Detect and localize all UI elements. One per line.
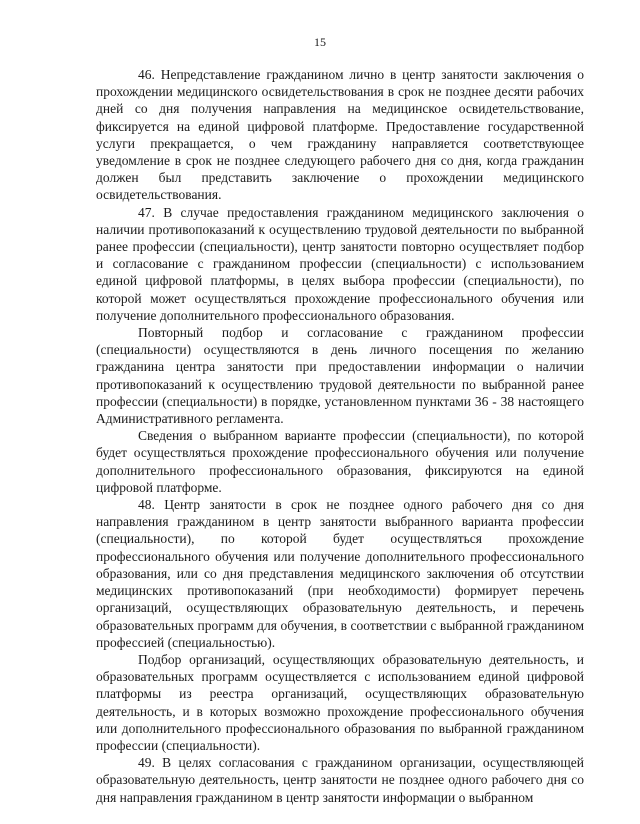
document-body bbox=[96, 66, 584, 806]
paragraph-repeat-selection: Повторный подбор и согласование с гражданином профессии (специальности) осуществляются в день личного посещения по желанию гражданина центра занятости при предоставлении информации о наличии противопоказаний к осуществлению трудовой деятельности по выбранной ранее профессии (специальности) в порядке, установленном пунктами 36 - 38 настоящего Административного регламента. bbox=[96, 325, 584, 427]
paragraph-46: 46. Непредставление гражданином лично в центр занятости заключения о прохождении медицинского освидетельствования в срок не позднее десяти рабочих дней со дня получения направления на медицинское освидетельствование, фиксируется на единой цифровой платформе. Предоставление государственной услуги прекращается, о чем гражданину направляется соответствующее уведомление в срок не позднее следующего рабочего дня со дня, когда гражданин должен был представить заключение о прохождении медицинского освидетельствования. bbox=[96, 67, 584, 203]
paragraph-organization-selection: Подбор организаций, осуществляющих образовательную деятельность, и образовательных программ осуществляется с использованием единой цифровой платформы из реестра организаций, осуществляющих образовательную деятельность, и в которых возможно прохождение профессионального обучения или дополнительного профессионального образования по выбранной гражданином профессии (специальности). bbox=[96, 651, 584, 753]
paragraph-47: 47. В случае предоставления гражданином медицинского заключения о наличии противопоказаний к осуществлению трудовой деятельности по выбранной ранее профессии (специальности), центр занятости повторно осуществляет подбор и согласование с гражданином профессии (специальности) с использованием единой цифровой платформы, в целях выбора профессии (специальности), по которой может осуществляться прохождение профессионального обучения или получение дополнительного профессионального образования. bbox=[96, 204, 584, 323]
paragraph-49: 49. В целях согласования с гражданином организации, осуществляющей образовательную деятельность, центр занятости не позднее одного рабочего дня со дня направления гражданином в центр занятости информации о выбранном bbox=[96, 755, 584, 805]
paragraph-selected-variant: Сведения о выбранном варианте профессии (специальности), по которой будет осуществляться прохождение профессионального обучения или получение дополнительного профессионального образования, фиксируются на единой цифровой платформе. bbox=[96, 428, 584, 495]
page-number: 15 bbox=[314, 35, 326, 49]
paragraph-48: 48. Центр занятости в срок не позднее одного рабочего дня со дня направления гражданином в центр занятости выбранного варианта профессии (специальности), по которой будет осуществляться прохождение профессионального обучения или получение дополнительного профессионального образования, или со дня представления медицинского заключения об отсутствии медицинских противопоказаний (при необходимости) формирует перечень организаций, осуществляющих образовательную деятельность, и перечень образовательных программ для обучения, в соответствии с выбранной гражданином профессией (специальностью). bbox=[96, 497, 584, 650]
